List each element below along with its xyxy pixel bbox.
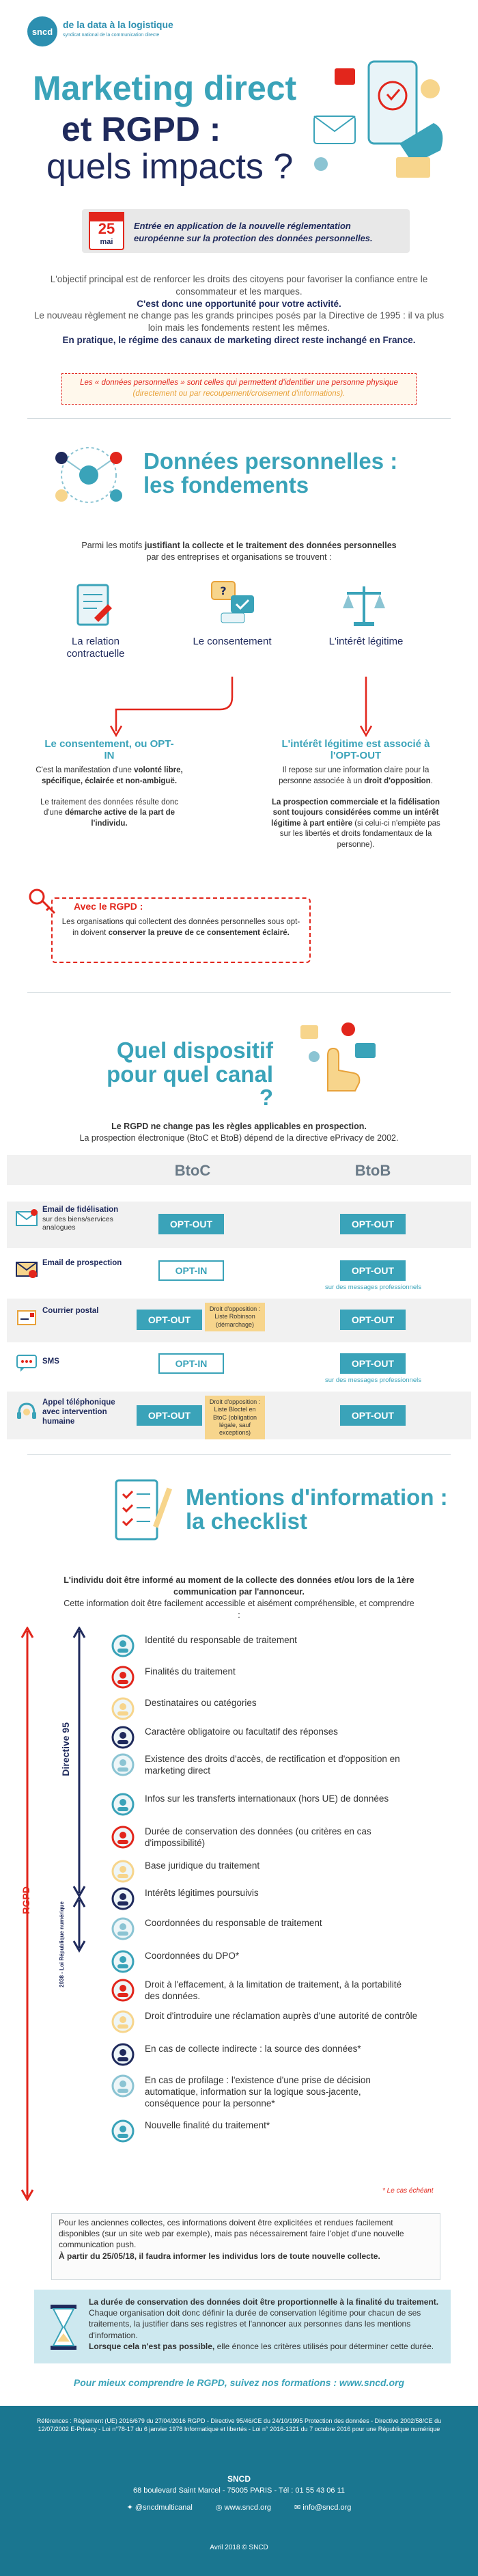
column-btoc: BtoC [174,1162,211,1179]
consent-body-1: C'est la manifestation d'une [36,766,132,774]
btob-status: OPT-OUT [340,1405,406,1426]
checklist-item: Identité du responsable de traitement [145,1635,297,1645]
section1-title-line1: Données personnelles : [143,448,398,474]
footer-address: 68 boulevard Saint Marcel - 75005 PARIS - Tél : 01 55 43 06 11 [132,2486,346,2495]
logo-text: sncd [31,26,53,37]
calendar-month: mai [100,238,113,246]
main-title-line3: quels impacts ? [46,147,294,187]
svg-text:?: ? [220,584,227,597]
section1-intro-a: Parmi les motifs [81,541,143,550]
section3-title-line1: Mentions d'information : [186,1484,448,1510]
magnifier-icon [109,1751,137,1778]
basis-label-contract: La relation contractuelle [66,636,125,660]
pro-messages-note: sur des messages professionnels [325,1284,421,1291]
channel-label: Email de prospection [42,1259,122,1267]
email-link[interactable]: ✉ info@sncd.org [294,2504,352,2512]
postal-mail-icon [15,1307,38,1327]
checklist-item: Caractère obligatoire ou facultatif des réponses [145,1726,338,1737]
contract-icon [70,581,117,629]
old-collections-1: Pour les anciennes collectes, ces informations doivent être explicitées et rendues facilement disponibles (sur un site web par exemple), mais pas nécessairement faire l'objet d'une nouvelle communication push. [59,2218,404,2250]
group-icon [109,1695,137,1722]
scale-icon [340,581,388,629]
consent-heading: Le consentement, ou OPT-IN [44,738,174,762]
section3-title-line2: la checklist [186,1508,307,1534]
globe-icon: ◎ [215,2504,225,2512]
section1-intro [27,540,451,563]
interest-body-1: Il repose sur une information claire pour la personne associée à un [279,766,430,785]
definition-aside: (directement ou par recoupement/croisement d'informations). [132,390,346,398]
eraser-icon [109,1977,137,2004]
checklist-item: Coordonnées du responsable de traitement [145,1918,322,1928]
checklist-item: Nouvelle finalité du traitement* [145,2120,270,2130]
section-divider [27,1454,451,1455]
section2-intro [27,1121,451,1144]
complaint-icon [109,2008,137,2035]
rgpd-body-2: conserver la preuve de ce consentement éclairé. [108,928,290,937]
checklist-item: En cas de profilage : l'existence d'une prise de décision automatique, information sur la logique sous-jacente, conséquence pour la personne* [145,2075,371,2109]
dpo-icon [109,1948,137,1975]
contact-icon [109,1915,137,1942]
twitter-link[interactable]: ✦ @sncdmulticanal [126,2504,193,2512]
section1-intro-b: justifiant la collecte et le traitement des données personnelles [144,541,397,550]
section3-intro-2: Cette information doit être facilement accessible et aisément compréhensible, et comprendre : [64,1598,414,1620]
retention-text [89,2296,444,2352]
definition-text [68,377,410,399]
checklist-item: Coordonnées du DPO* [145,1951,240,1961]
opposition-note: Droit d'opposition : Liste Robinson (démarchage) [205,1303,265,1331]
btoc-status: OPT-OUT [158,1214,224,1234]
email-icon [15,1208,38,1229]
flow-arrows [102,677,376,738]
new-purpose-icon [109,2117,137,2145]
consent-body-2: volonté libre, spécifique, éclairée et non-ambiguë. [41,766,183,785]
interest-body-2: droit d'opposition [364,776,431,785]
checklist-item: En cas de collecte indirecte : la source des données* [145,2044,361,2054]
section2-title-line1: Quel dispositif [116,1038,273,1063]
website-link[interactable]: ◎ www.sncd.org [215,2504,271,2512]
email-target-icon [15,1259,38,1279]
retention-1: La durée de conservation des données doit être proportionnelle à la finalité du traitement. [89,2297,439,2307]
intro-p3: En pratique, le régime des canaux de marketing direct reste inchangé en France. [62,335,416,346]
directive95-scope-label: Directive 95 [60,1722,71,1776]
main-title-line1: Marketing direct [33,69,297,107]
interest-body: Il repose sur une information claire pour la personne associée à un droit d'opposition. La prospection commerciale et la fidélisation sont toujours considérées comme un intérêt légitime à part entière (si celui-ci n'empiète pas sur les libertés et droits fondamentaux de la personne). [271,766,440,849]
source-icon [109,2041,137,2068]
profiling-icon [109,2072,137,2100]
hand-touch-icon [287,1016,382,1098]
basis-label-consent: Le consentement [193,636,272,647]
rgpd-box-title: Avec le RGPD : [74,901,143,912]
definition-main: Les « données personnelles » sont celles qui permettent d'identifier une personne physique [80,379,398,387]
section2-title-line2: pour quel canal ? [107,1061,273,1111]
retention-4: elle énonce les critères utilisés pour déterminer cette durée. [216,2341,434,2351]
calendar-day: 25 [98,220,115,237]
btoc-status: OPT-OUT [137,1405,202,1426]
loi-numerique-scope-label: 2038 - Loi République numérique [59,1901,65,1988]
section2-intro-1: Le RGPD ne change pas les règles applicables en prospection. [111,1122,367,1131]
interest-heading: L'intérêt légitime est associé à l'OPT-OUT [281,738,430,762]
channel-label: Courrier postal [42,1307,99,1315]
btob-status: OPT-OUT [340,1310,406,1330]
target-icon [109,1664,137,1691]
section1-title [143,450,397,497]
btob-status: OPT-OUT [340,1353,406,1374]
brand-tagline: de la data à la logistique [63,19,173,30]
intro-paragraph [27,273,451,347]
interest-body-4: (si celui-ci n'empiète pas sur les libertés et droits fondamentaux de la personne). [279,819,440,849]
channel-label: Email de fidélisation sur des biens/services analogues [42,1206,119,1232]
section-divider [27,992,451,993]
old-collections-2: À partir du 25/05/18, il faudra informer les individus lors de toute nouvelle collecte. [59,2251,380,2261]
btoc-status: OPT-IN [158,1260,224,1281]
rgpd-body-1: Les organisations qui collectent des données personnelles sous opt-in doivent [61,918,300,937]
brand-subline: syndicat national de la communication directe [63,33,160,38]
section3-intro [61,1575,417,1621]
checklist-item: Finalités du traitement [145,1666,236,1677]
opposition-note: Droit d'opposition : Liste Bloctel en BtoC (obligation légale, sauf exceptions) [205,1396,265,1439]
retention-3: Lorsque cela n'est pas possible, [89,2341,215,2351]
mail-icon: ✉ [294,2504,303,2512]
consent-body-4: démarche active de la part de l'individu. [64,809,175,828]
section3-title [186,1486,448,1533]
footer-social [0,2503,478,2512]
btoc-status: OPT-OUT [137,1310,202,1330]
pencil-icon [109,1724,137,1751]
checklist-item: Base juridique du traitement [145,1860,260,1871]
basis-label-interest: L'intérêt légitime [328,636,404,647]
twitter-icon: ✦ [126,2504,135,2512]
checklist-item: Infos sur les transferts internationaux (hors UE) de données [145,1793,389,1804]
channel-label: Appel téléphonique avec intervention humaine [42,1398,115,1426]
footer-references: Références : Règlement (UE) 2016/679 du 27/04/2016 RGPD - Directive 95/46/CE du 24/10/1995 Protection des données - Directive 2002/58/CE du 12/07/2002 E-Privacy - Loi n°78-17 du 6 janvier 1978 Informatique et libertés - Loi n° 2016-1321 du 7 octobre 2016 pour une République numérique [36,2417,442,2433]
gavel-icon [109,1858,137,1885]
sms-icon [15,1352,38,1372]
retention-2: Chaque organisation doit donc définir la durée de conservation légitime pour chacun de ses traitements, la justifier dans ses registres et l'annoncer aux personnes dans les mentions d'information. [89,2308,421,2340]
checklist-icon [102,1467,178,1549]
btob-status: OPT-OUT [340,1260,406,1281]
checklist-item: Existence des droits d'accès, de rectification et d'opposition en marketing direct [145,1754,400,1776]
btoc-status: OPT-IN [158,1353,224,1374]
old-collections-text [59,2217,434,2262]
checklist-item: Intérêts légitimes poursuivis [145,1888,259,1898]
date-banner-text: Entrée en application de la nouvelle réglementation européenne sur la protection des données personnelles. [134,221,373,243]
column-btob: BtoB [354,1162,391,1179]
marketing-illustration [294,48,458,185]
sncd-logo [27,16,57,46]
rgpd-scope-label: RGPD [20,1886,31,1914]
identity-icon [109,1632,137,1659]
network-people-icon [48,437,130,513]
checklist-item: Droit à l'effacement, à la limitation de traitement, à la portabilité des données. [145,1979,402,2001]
pro-messages-note: sur des messages professionnels [325,1377,421,1384]
scale-icon [109,1885,137,1912]
checklist-item: Destinataires ou catégories [145,1698,257,1708]
section2-title [89,1039,273,1110]
checklist-item: Durée de conservation des données (ou critères en cas d'impossibilité) [145,1826,371,1848]
rgpd-box-body [61,917,300,938]
main-title-line2: et RGPD : [61,110,221,148]
channel-label: SMS [42,1357,59,1366]
section-divider [27,418,451,419]
headset-icon [15,1401,38,1422]
formations-link[interactable]: Pour mieux comprendre le RGPD, suivez nos formations : www.sncd.org [73,2377,405,2388]
interest-body-3: La prospection commerciale et la fidélisation sont toujours considérées comme un intérêt légitime à part entière [271,798,440,828]
consent-bubbles-icon [209,578,257,625]
intro-p2: Le nouveau règlement ne change pas les grands principes posés par la Directive de 1995 : il va plus loin mais les fondements restent les mêmes. [33,310,445,334]
clock-icon [109,1823,137,1851]
footer-org: SNCD [227,2474,251,2484]
section3-intro-1: L'individu doit être informé au moment de la collecte des données et/ou lors de la 1ère communication par l'annonceur. [64,1575,414,1597]
btob-status: OPT-OUT [340,1214,406,1234]
intro-p1a: L'objectif principal est de renforcer les droits des citoyens pour favoriser la confiance entre le consommateur et les marques. [50,274,428,297]
intro-p1b: C'est donc une opportunité pour votre activité. [137,298,341,309]
section1-intro-c: par des entreprises et organisations se trouvent : [146,552,332,562]
consent-body-3: Le traitement des données résulte donc d'une [40,798,179,817]
consent-body [34,765,184,829]
globe-icon [109,1791,137,1818]
footer-date: Avril 2018 © SNCD [210,2544,268,2551]
hourglass-icon [46,2303,81,2351]
case-note: * Le cas échéant [382,2187,434,2195]
section1-title-line2: les fondements [143,472,309,498]
section2-intro-2: La prospection électronique (BtoC et BtoB) dépend de la directive ePrivacy de 2002. [79,1133,399,1143]
checklist-item: Droit d'introduire une réclamation auprès d'une autorité de contrôle [145,2011,418,2021]
